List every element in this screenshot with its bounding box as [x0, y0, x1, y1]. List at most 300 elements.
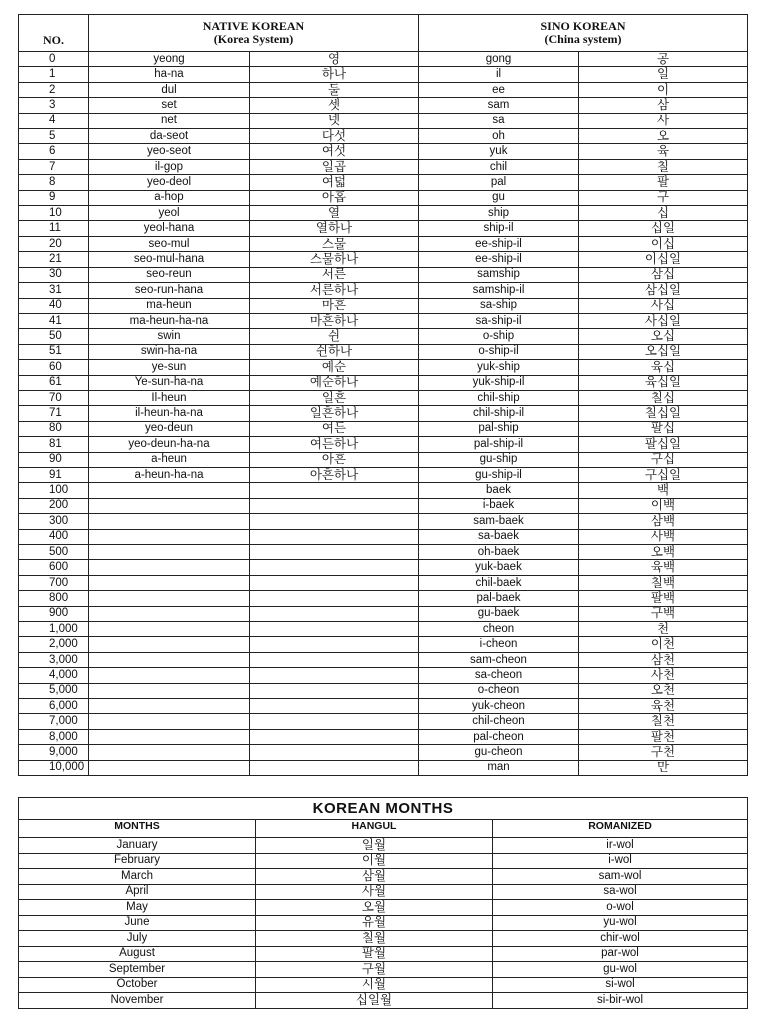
- native-romanized-cell: seo-mul: [89, 236, 250, 251]
- month-hangul-cell: 팔월: [256, 946, 493, 962]
- sino-romanized-cell: il: [419, 67, 579, 82]
- month-name-cell: June: [19, 915, 256, 931]
- native-romanized-cell: [89, 652, 250, 667]
- korean-months-table: [18, 797, 748, 1009]
- native-korean-subtitle: (Korea System): [213, 32, 294, 46]
- months-column-header: MONTHS: [19, 820, 256, 838]
- native-romanized-cell: il-gop: [89, 159, 250, 174]
- month-romanized-cell: i-wol: [493, 853, 748, 869]
- number-cell: 2,000: [19, 637, 89, 652]
- sino-hangul-cell: 십: [579, 206, 748, 221]
- sino-romanized-cell: oh-baek: [419, 545, 579, 560]
- number-cell: 5: [19, 129, 89, 144]
- native-hangul-cell: [250, 591, 419, 606]
- native-hangul-cell: 스물: [250, 236, 419, 251]
- table-row: [19, 190, 748, 205]
- sino-romanized-cell: yuk-ship-il: [419, 375, 579, 390]
- native-romanized-cell: net: [89, 113, 250, 128]
- table-row: [19, 144, 748, 159]
- table-row: [19, 437, 748, 452]
- sino-hangul-cell: 천: [579, 622, 748, 637]
- table-row: [19, 915, 748, 931]
- native-romanized-cell: yeol: [89, 206, 250, 221]
- native-romanized-cell: seo-mul-hana: [89, 252, 250, 267]
- native-romanized-cell: [89, 545, 250, 560]
- native-hangul-cell: 마흔: [250, 298, 419, 313]
- native-hangul-cell: 마흔하나: [250, 313, 419, 328]
- number-cell: 80: [19, 421, 89, 436]
- native-romanized-cell: [89, 560, 250, 575]
- table-row: [19, 529, 748, 544]
- sino-hangul-cell: 이천: [579, 637, 748, 652]
- native-hangul-cell: 일곱: [250, 159, 419, 174]
- sino-romanized-cell: pal: [419, 175, 579, 190]
- sino-romanized-cell: gu-ship: [419, 452, 579, 467]
- sino-hangul-cell: 팔천: [579, 729, 748, 744]
- sino-hangul-cell: 오십일: [579, 344, 748, 359]
- native-hangul-cell: [250, 668, 419, 683]
- sino-hangul-cell: 칠십: [579, 390, 748, 405]
- sino-romanized-cell: baek: [419, 483, 579, 498]
- native-hangul-cell: 서른하나: [250, 283, 419, 298]
- sino-hangul-cell: 칠백: [579, 575, 748, 590]
- number-cell: 3: [19, 98, 89, 113]
- number-cell: 10,000: [19, 760, 89, 775]
- month-hangul-cell: 사월: [256, 884, 493, 900]
- month-romanized-cell: gu-wol: [493, 962, 748, 978]
- native-romanized-cell: yeo-deun-ha-na: [89, 437, 250, 452]
- sino-romanized-cell: sa-ship: [419, 298, 579, 313]
- sino-romanized-cell: gong: [419, 52, 579, 67]
- month-romanized-cell: o-wol: [493, 900, 748, 916]
- native-romanized-cell: [89, 745, 250, 760]
- native-hangul-cell: [250, 606, 419, 621]
- native-romanized-cell: [89, 498, 250, 513]
- number-cell: 11: [19, 221, 89, 236]
- sino-romanized-cell: o-ship-il: [419, 344, 579, 359]
- month-hangul-cell: 오월: [256, 900, 493, 916]
- native-hangul-cell: 쉰하나: [250, 344, 419, 359]
- month-hangul-cell: 시월: [256, 977, 493, 993]
- native-romanized-cell: set: [89, 98, 250, 113]
- sino-romanized-cell: i-cheon: [419, 637, 579, 652]
- sino-romanized-cell: pal-cheon: [419, 729, 579, 744]
- native-romanized-cell: yeo-seot: [89, 144, 250, 159]
- native-romanized-cell: [89, 514, 250, 529]
- native-romanized-cell: da-seot: [89, 129, 250, 144]
- sino-hangul-cell: 구백: [579, 606, 748, 621]
- sino-hangul-cell: 육백: [579, 560, 748, 575]
- number-cell: 1: [19, 67, 89, 82]
- table-row: [19, 113, 748, 128]
- number-cell: 300: [19, 514, 89, 529]
- sino-romanized-cell: yuk: [419, 144, 579, 159]
- native-romanized-cell: [89, 714, 250, 729]
- number-cell: 100: [19, 483, 89, 498]
- sino-romanized-cell: sam: [419, 98, 579, 113]
- sino-romanized-cell: sa-cheon: [419, 668, 579, 683]
- sino-romanized-cell: gu-cheon: [419, 745, 579, 760]
- sino-hangul-cell: 오십: [579, 329, 748, 344]
- number-cell: 40: [19, 298, 89, 313]
- number-cell: 6,000: [19, 699, 89, 714]
- table-row: [19, 853, 748, 869]
- native-romanized-cell: ma-heun: [89, 298, 250, 313]
- native-romanized-cell: dul: [89, 82, 250, 97]
- sino-romanized-cell: pal-ship: [419, 421, 579, 436]
- native-hangul-cell: 아홉: [250, 190, 419, 205]
- month-romanized-cell: sa-wol: [493, 884, 748, 900]
- sino-korean-title: SINO KOREAN: [540, 19, 626, 33]
- number-cell: 60: [19, 360, 89, 375]
- native-romanized-cell: a-heun-ha-na: [89, 467, 250, 482]
- numbers-table-body: [19, 52, 748, 776]
- sino-hangul-cell: 육: [579, 144, 748, 159]
- native-romanized-cell: [89, 483, 250, 498]
- table-row: [19, 329, 748, 344]
- sino-korean-subtitle: (China system): [544, 32, 622, 46]
- native-romanized-cell: [89, 606, 250, 621]
- table-row: [19, 360, 748, 375]
- sino-romanized-cell: sam-baek: [419, 514, 579, 529]
- table-row: [19, 206, 748, 221]
- number-cell: 3,000: [19, 652, 89, 667]
- month-name-cell: August: [19, 946, 256, 962]
- sino-hangul-cell: 일: [579, 67, 748, 82]
- number-cell: 4,000: [19, 668, 89, 683]
- table-row: [19, 560, 748, 575]
- table-row: [19, 82, 748, 97]
- sino-romanized-cell: ship-il: [419, 221, 579, 236]
- native-romanized-cell: [89, 699, 250, 714]
- number-cell: 1,000: [19, 622, 89, 637]
- sino-romanized-cell: gu-baek: [419, 606, 579, 621]
- table-row: [19, 175, 748, 190]
- native-korean-header: [89, 15, 419, 52]
- table-row: [19, 838, 748, 854]
- sino-hangul-cell: 이십일: [579, 252, 748, 267]
- number-cell: 700: [19, 575, 89, 590]
- sino-hangul-cell: 팔백: [579, 591, 748, 606]
- number-cell: 9,000: [19, 745, 89, 760]
- sino-hangul-cell: 구천: [579, 745, 748, 760]
- sino-hangul-cell: 오백: [579, 545, 748, 560]
- native-romanized-cell: Il-heun: [89, 390, 250, 405]
- native-romanized-cell: seo-run-hana: [89, 283, 250, 298]
- native-romanized-cell: seo-reun: [89, 267, 250, 282]
- sino-hangul-cell: 육십: [579, 360, 748, 375]
- native-hangul-cell: 예순: [250, 360, 419, 375]
- month-romanized-cell: chir-wol: [493, 931, 748, 947]
- native-hangul-cell: 영: [250, 52, 419, 67]
- table-row: [19, 745, 748, 760]
- sino-hangul-cell: 육천: [579, 699, 748, 714]
- sino-romanized-cell: yuk-baek: [419, 560, 579, 575]
- sino-hangul-cell: 삼십: [579, 267, 748, 282]
- native-hangul-cell: [250, 714, 419, 729]
- table-row: [19, 498, 748, 513]
- month-hangul-cell: 칠월: [256, 931, 493, 947]
- number-cell: 31: [19, 283, 89, 298]
- sino-romanized-cell: yuk-cheon: [419, 699, 579, 714]
- number-cell: 4: [19, 113, 89, 128]
- native-hangul-cell: 쉰: [250, 329, 419, 344]
- month-hangul-cell: 유월: [256, 915, 493, 931]
- native-romanized-cell: [89, 729, 250, 744]
- native-romanized-cell: ha-na: [89, 67, 250, 82]
- month-name-cell: March: [19, 869, 256, 885]
- native-romanized-cell: [89, 529, 250, 544]
- month-romanized-cell: par-wol: [493, 946, 748, 962]
- month-romanized-cell: si-bir-wol: [493, 993, 748, 1009]
- native-romanized-cell: a-heun: [89, 452, 250, 467]
- native-hangul-cell: 일흔하나: [250, 406, 419, 421]
- sino-romanized-cell: pal-ship-il: [419, 437, 579, 452]
- table-row: [19, 760, 748, 775]
- month-name-cell: October: [19, 977, 256, 993]
- sino-hangul-cell: 육십일: [579, 375, 748, 390]
- number-cell: 0: [19, 52, 89, 67]
- sino-romanized-cell: chil: [419, 159, 579, 174]
- month-hangul-cell: 이월: [256, 853, 493, 869]
- native-hangul-cell: 둘: [250, 82, 419, 97]
- table-row: [19, 98, 748, 113]
- native-hangul-cell: 스물하나: [250, 252, 419, 267]
- number-cell: 90: [19, 452, 89, 467]
- native-hangul-cell: [250, 498, 419, 513]
- month-hangul-cell: 삼월: [256, 869, 493, 885]
- number-cell: 9: [19, 190, 89, 205]
- sino-hangul-cell: 구: [579, 190, 748, 205]
- native-hangul-cell: 아흔: [250, 452, 419, 467]
- native-romanized-cell: [89, 683, 250, 698]
- native-romanized-cell: [89, 591, 250, 606]
- table-row: [19, 622, 748, 637]
- number-cell: 41: [19, 313, 89, 328]
- sino-hangul-cell: 사천: [579, 668, 748, 683]
- native-hangul-cell: [250, 622, 419, 637]
- native-hangul-cell: [250, 575, 419, 590]
- sino-romanized-cell: ship: [419, 206, 579, 221]
- native-hangul-cell: 여든: [250, 421, 419, 436]
- sino-hangul-cell: 공: [579, 52, 748, 67]
- number-cell: 2: [19, 82, 89, 97]
- number-cell: 70: [19, 390, 89, 405]
- number-cell: 50: [19, 329, 89, 344]
- number-cell: 81: [19, 437, 89, 452]
- month-name-cell: May: [19, 900, 256, 916]
- native-hangul-cell: [250, 529, 419, 544]
- table-row: [19, 298, 748, 313]
- month-name-cell: January: [19, 838, 256, 854]
- number-cell: 91: [19, 467, 89, 482]
- native-hangul-cell: [250, 745, 419, 760]
- native-romanized-cell: yeo-deol: [89, 175, 250, 190]
- native-hangul-cell: 셋: [250, 98, 419, 113]
- native-hangul-cell: 여덟: [250, 175, 419, 190]
- native-romanized-cell: [89, 668, 250, 683]
- number-cell: 10: [19, 206, 89, 221]
- sino-romanized-cell: yuk-ship: [419, 360, 579, 375]
- table-row: [19, 67, 748, 82]
- native-hangul-cell: [250, 729, 419, 744]
- sino-hangul-cell: 팔십일: [579, 437, 748, 452]
- native-hangul-cell: [250, 483, 419, 498]
- native-hangul-cell: [250, 637, 419, 652]
- table-row: [19, 467, 748, 482]
- sino-romanized-cell: oh: [419, 129, 579, 144]
- months-table-title: KOREAN MONTHS: [19, 798, 748, 820]
- table-row: [19, 221, 748, 236]
- sino-romanized-cell: gu: [419, 190, 579, 205]
- native-hangul-cell: [250, 760, 419, 775]
- native-korean-title: NATIVE KOREAN: [202, 19, 305, 33]
- month-name-cell: November: [19, 993, 256, 1009]
- native-hangul-cell: 예순하나: [250, 375, 419, 390]
- table-row: [19, 946, 748, 962]
- number-cell: 600: [19, 560, 89, 575]
- table-row: [19, 159, 748, 174]
- native-romanized-cell: ye-sun: [89, 360, 250, 375]
- sino-romanized-cell: o-cheon: [419, 683, 579, 698]
- table-row: [19, 390, 748, 405]
- number-cell: 800: [19, 591, 89, 606]
- native-hangul-cell: 아흔하나: [250, 467, 419, 482]
- sino-romanized-cell: chil-cheon: [419, 714, 579, 729]
- native-hangul-cell: 열하나: [250, 221, 419, 236]
- table-row: [19, 421, 748, 436]
- table-row: [19, 668, 748, 683]
- table-row: [19, 637, 748, 652]
- sino-romanized-cell: cheon: [419, 622, 579, 637]
- sino-romanized-cell: ee-ship-il: [419, 236, 579, 251]
- table-row: [19, 283, 748, 298]
- sino-hangul-cell: 팔: [579, 175, 748, 190]
- number-cell: 200: [19, 498, 89, 513]
- native-hangul-cell: 하나: [250, 67, 419, 82]
- table-row: [19, 652, 748, 667]
- sino-hangul-cell: 삼: [579, 98, 748, 113]
- sino-romanized-cell: sa: [419, 113, 579, 128]
- table-row: [19, 313, 748, 328]
- native-romanized-cell: ma-heun-ha-na: [89, 313, 250, 328]
- sino-hangul-cell: 만: [579, 760, 748, 775]
- number-cell: 61: [19, 375, 89, 390]
- month-name-cell: September: [19, 962, 256, 978]
- korean-numbers-table: [18, 14, 748, 776]
- month-romanized-cell: ir-wol: [493, 838, 748, 854]
- sino-romanized-cell: chil-ship: [419, 390, 579, 405]
- table-row: [19, 962, 748, 978]
- table-row: [19, 236, 748, 251]
- table-row: [19, 683, 748, 698]
- month-name-cell: February: [19, 853, 256, 869]
- sino-hangul-cell: 백: [579, 483, 748, 498]
- native-romanized-cell: Ye-sun-ha-na: [89, 375, 250, 390]
- month-hangul-cell: 구월: [256, 962, 493, 978]
- sino-hangul-cell: 삼십일: [579, 283, 748, 298]
- native-romanized-cell: yeong: [89, 52, 250, 67]
- table-row: [19, 714, 748, 729]
- number-cell: 7: [19, 159, 89, 174]
- sino-hangul-cell: 칠십일: [579, 406, 748, 421]
- native-hangul-cell: [250, 683, 419, 698]
- sino-hangul-cell: 구십: [579, 452, 748, 467]
- table-row: [19, 575, 748, 590]
- native-hangul-cell: [250, 699, 419, 714]
- number-cell: 51: [19, 344, 89, 359]
- sino-hangul-cell: 이백: [579, 498, 748, 513]
- sino-hangul-cell: 칠: [579, 159, 748, 174]
- table-row: [19, 606, 748, 621]
- native-romanized-cell: swin-ha-na: [89, 344, 250, 359]
- table-row: [19, 375, 748, 390]
- native-hangul-cell: 일흔: [250, 390, 419, 405]
- native-hangul-cell: 넷: [250, 113, 419, 128]
- table-row: [19, 545, 748, 560]
- sino-hangul-cell: 팔십: [579, 421, 748, 436]
- number-cell: 20: [19, 236, 89, 251]
- native-romanized-cell: a-hop: [89, 190, 250, 205]
- table-row: [19, 869, 748, 885]
- sino-romanized-cell: man: [419, 760, 579, 775]
- sino-hangul-cell: 사: [579, 113, 748, 128]
- number-column-header: NO.: [19, 15, 89, 52]
- romanized-column-header: ROMANIZED: [493, 820, 748, 838]
- table-row: [19, 483, 748, 498]
- sino-romanized-cell: chil-baek: [419, 575, 579, 590]
- native-romanized-cell: swin: [89, 329, 250, 344]
- native-hangul-cell: [250, 652, 419, 667]
- sino-romanized-cell: samship: [419, 267, 579, 282]
- native-hangul-cell: 열: [250, 206, 419, 221]
- table-row: [19, 900, 748, 916]
- table-row: [19, 977, 748, 993]
- sino-romanized-cell: o-ship: [419, 329, 579, 344]
- months-table-body: [19, 838, 748, 1009]
- sino-hangul-cell: 칠천: [579, 714, 748, 729]
- sino-hangul-cell: 사백: [579, 529, 748, 544]
- sino-hangul-cell: 사십: [579, 298, 748, 313]
- months-table-header: [19, 798, 748, 838]
- sino-romanized-cell: sam-cheon: [419, 652, 579, 667]
- number-cell: 21: [19, 252, 89, 267]
- number-cell: 900: [19, 606, 89, 621]
- numbers-table-header: [19, 15, 748, 52]
- month-romanized-cell: yu-wol: [493, 915, 748, 931]
- native-romanized-cell: [89, 622, 250, 637]
- sino-romanized-cell: sa-ship-il: [419, 313, 579, 328]
- sino-romanized-cell: gu-ship-il: [419, 467, 579, 482]
- sino-romanized-cell: chil-ship-il: [419, 406, 579, 421]
- number-cell: 30: [19, 267, 89, 282]
- sino-korean-header: [419, 15, 748, 52]
- table-row: [19, 129, 748, 144]
- sino-romanized-cell: i-baek: [419, 498, 579, 513]
- sino-hangul-cell: 이십: [579, 236, 748, 251]
- native-hangul-cell: 여섯: [250, 144, 419, 159]
- number-cell: 6: [19, 144, 89, 159]
- table-row: [19, 931, 748, 947]
- native-romanized-cell: yeo-deun: [89, 421, 250, 436]
- table-row: [19, 267, 748, 282]
- table-row: [19, 452, 748, 467]
- native-hangul-cell: [250, 545, 419, 560]
- sino-romanized-cell: sa-baek: [419, 529, 579, 544]
- month-hangul-cell: 십일월: [256, 993, 493, 1009]
- sino-hangul-cell: 오: [579, 129, 748, 144]
- hangul-column-header: HANGUL: [256, 820, 493, 838]
